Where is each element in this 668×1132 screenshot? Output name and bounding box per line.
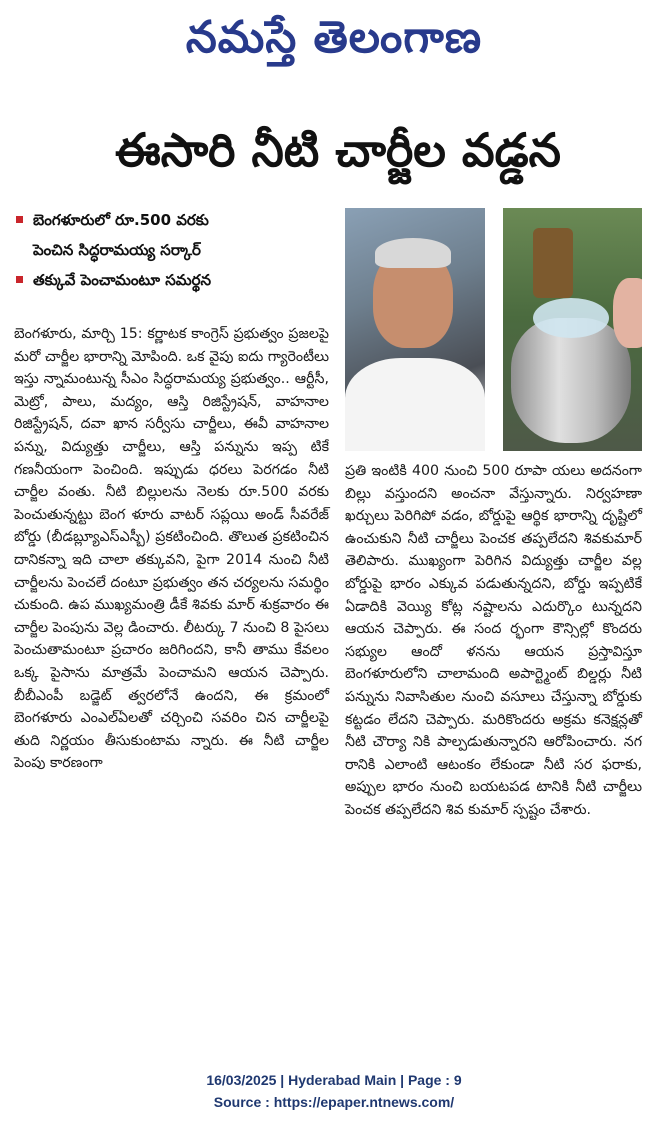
footer-date-edition: 16/03/2025 | Hyderabad Main | Page : 9 bbox=[206, 1072, 462, 1088]
bullet-1-continued bbox=[14, 235, 344, 265]
photo-shirt bbox=[345, 358, 485, 451]
red-square-bullet-icon bbox=[16, 276, 23, 283]
bullet-1 bbox=[14, 205, 344, 235]
bullet-2-text: తక్కువే పెంచామంటూ సమర్థన bbox=[33, 271, 212, 289]
newspaper-masthead: నమస్తే తెలంగాణ bbox=[185, 12, 483, 63]
water-tap-pot-photo bbox=[503, 208, 642, 451]
article-column-1-text: బెంగళూరు, మార్చి 15: కర్ణాటక కాంగ్రెస్ ప్రభుత్వం ప్రజలపై మరో చార్జీల భారాన్ని మోపింది. ఒక వైపు ఐదు గ్యారెంటీలు ఇస్తు న్నామంటున్న సీఎం సిద్ధరామయ్య ప్రభుత్వం.. ఆర్టీసీ, మెట్రో, పాలు, మద్యం, ఆస్తి రిజిస్ట్రేషన్, వాహనాల రిజిస్ట్రేషన్, దవా ఖాన సర్వీసు చార్జీలు, ఈవీ వాహనాల పన్ను, విద్యుత్తు చార్జీలు, ఆస్తి పన్నును ఇప్ప టికే గణనీయంగా పెంచింది. ఇప్పుడు ధరలు పెరగడం నీటి చార్జీల వంతు. నీటి బిల్లులను నెలకు రూ.500 వరకు పెంచుతున్నట్టు బెంగ ళూరు వాటర్ సప్లయి అండ్ సీవరేజ్ బోర్డు (బీడబ్ల్యూఎస్ఎస్బీ) ప్రకటించింది. తొలుత ప్రకటించిన దానికన్నా ఇది చాలా తక్కువని, పైగా 2014 నుంచి నీటి చార్జీలను పెంచలే దంటూ ప్రభుత్వం తన చర్యలను సమర్థిం చుకుంది. ఉప ముఖ్యమంత్రి డీకే శివకు మార్ శుక్రవారం ఈ చార్జీల పెంపును వెల్ల డించారు. లీటర్కు 7 నుంచి 8 పైసలు పెంచుతామంటూ ప్రచారం జరిగిందని, కానీ తాము కేవలం ఒక్క పైసాను మాత్రమే పెంచామని ఆయన చెప్పారు. బీబీఎంపీ బడ్జెట్ త్వరలోనే ఉందని, ఈ క్రమంలో బెంగళూరు ఎంఎల్ఏలతో చర్చించి సవరిం చిన చార్జీలపై తుది నిర్ణయం తీసుకుంటామ న్నారు. ఈ నీటి చార్జీల పెంపు కారణంగా bbox=[14, 326, 329, 772]
footer-source-link[interactable]: Source : https://epaper.ntnews.com/ bbox=[213, 1094, 455, 1110]
water-surface bbox=[533, 298, 609, 338]
photo-hair bbox=[375, 238, 451, 268]
photo-hand bbox=[613, 278, 642, 348]
water-tap-icon bbox=[533, 228, 573, 298]
subheadline-bullets bbox=[14, 205, 344, 295]
bullet-1-text: బెంగళూరులో రూ.500 వరకు bbox=[33, 211, 209, 229]
article-column-2-text: ప్రతి ఇంటికి 400 నుంచి 500 రూపా యలు అదనంగా బిల్లు వస్తుందని అంచనా వేస్తున్నారు. నిర్వహణా ఖర్చులు పెరిగిపో వడం, బోర్డుపై ఆర్థిక భారాన్ని దృష్టిలో ఉంచుకుని నీటి చార్జీలు పెంచక తప్పలేదని శివకుమార్ తెలిపారు. ముఖ్యంగా పెరిగిన విద్యుత్తు చార్జీల వల్ల బోర్డుపై భారం ఎక్కువ పడుతున్నదని, బోర్డు ఇప్పటికే ఏడాదికి వెయ్యి కోట్ల నష్టాలను ఎదుర్కొం టున్నదని ఆయన చెప్పారు. ఈ సంద ర్భంగా కౌన్సిల్లో కొందరు సభ్యుల ఆందో ళనను ఆయన ప్రస్తావిస్తూ బెంగళూరులోని చాలామంది అపార్ట్మెంట్ బిల్డర్లు నీటి పన్నును నివాసితుల నుంచి వసూలు చేస్తున్నా బోర్డుకు కట్టడం లేదని చెప్పారు. మరికొందరు అక్రమ కనెక్షన్లతో నీటి చౌర్యా నికి పాల్పడుతున్నారని ఆరోపించారు. నగ రానికి ఎలాంటి ఆటంకం లేకుండా నీటి సర ఫరాకు, అప్పుల భారం నుంచి బయటపడ టానికి నీటి చార్జీలు పెంచక తప్పలేదని శివ కుమార్ స్పష్టం చేశారు. bbox=[345, 463, 642, 818]
article-headline: ఈసారి నీటి చార్జీల వడ్డన bbox=[115, 123, 561, 177]
article-column-2 bbox=[345, 460, 642, 822]
siddaramaiah-photo bbox=[345, 208, 485, 451]
bullet-1-continued-text: పెంచిన సిద్ధరామయ్య సర్కార్ bbox=[33, 241, 201, 259]
red-square-bullet-icon bbox=[16, 216, 23, 223]
bullet-2 bbox=[14, 265, 344, 295]
article-column-1 bbox=[14, 323, 329, 775]
